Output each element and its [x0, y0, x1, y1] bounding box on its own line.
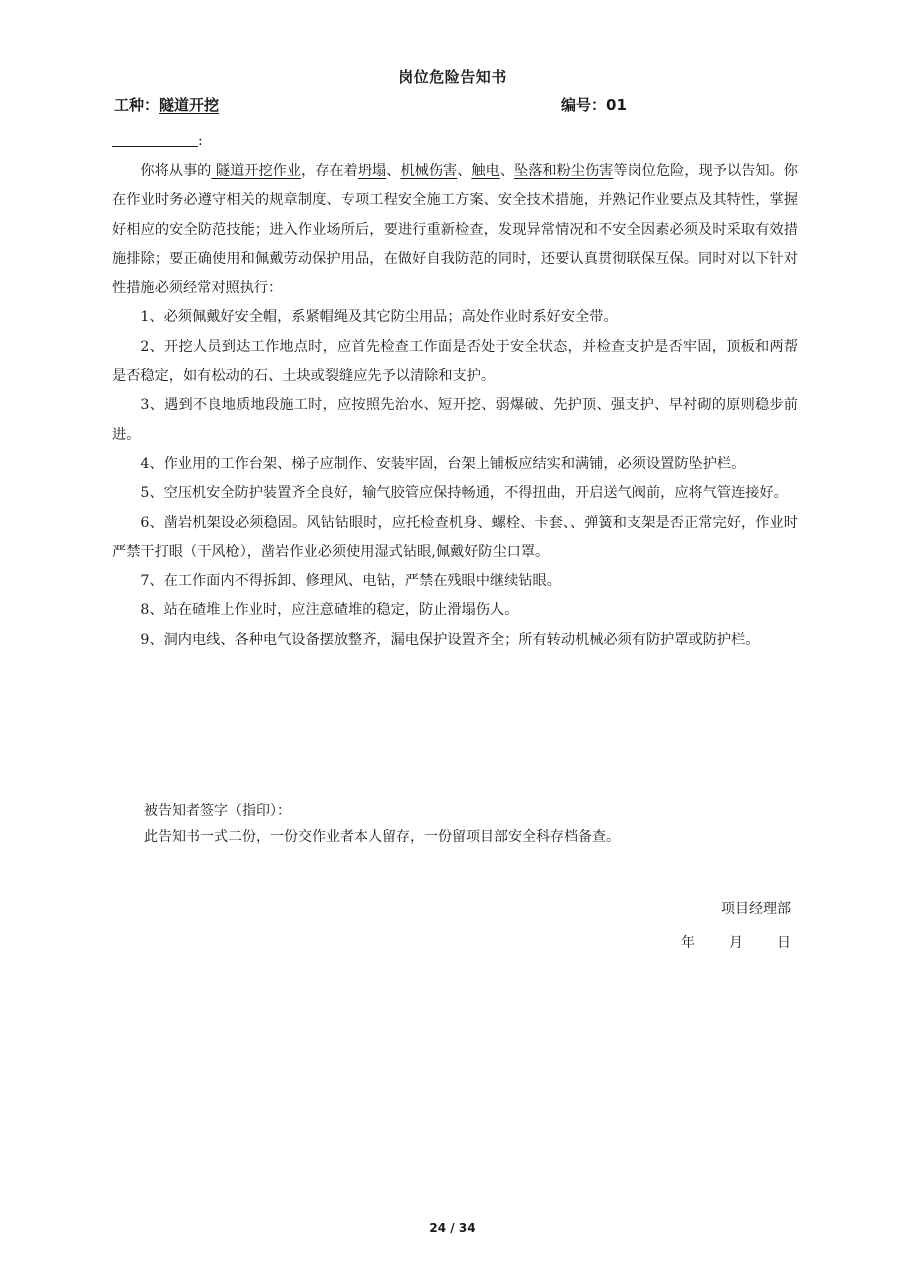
document-title: 岗位危险告知书	[398, 68, 507, 86]
intro-sep: 、	[499, 163, 515, 179]
measure-item: 1、必须佩戴好安全帽，系紧帽绳及其它防尘用品；高处作业时系好安全带。	[140, 309, 618, 326]
date-line	[681, 932, 791, 952]
intro-paragraph	[112, 157, 798, 303]
hazard-collapse: 坍塌	[357, 163, 387, 179]
addressee-colon: :	[198, 133, 203, 149]
date-year: 年	[681, 935, 695, 951]
measure-item: 9、洞内电线、各种电气设备摆放整齐，漏电保护设置齐全；所有转动机械必须有防护罩或防护栏。	[140, 631, 760, 648]
measure-item: 3、遇到不良地质地段施工时，应按照先治水、短开挖、弱爆破、先护顶、强支护、早衬砌的原则稳步前进。	[112, 397, 798, 443]
number-label: 编号：	[561, 96, 607, 114]
date-day: 日	[777, 935, 791, 951]
page-number: 24 / 34	[429, 1221, 476, 1235]
hazard-fall-dust: 坠落和粉尘伤害	[514, 163, 614, 179]
job-type-value: 隧道开挖	[159, 96, 220, 114]
copies-note: 此告知书一式二份，一份交作业者本人留存，一份留项目部安全科存档备查。	[144, 829, 620, 845]
hazard-mechanical: 机械伤害	[400, 163, 458, 179]
notice-body	[112, 157, 798, 655]
intro-mid: ，存在着	[301, 163, 358, 179]
measure-item: 2、开挖人员到达工作地点时，应首先检查工作面是否处于安全状态，并检查支护是否牢固，顶板和两帮是否稳定，如有松动的石、土块或裂缝应先予以清除和支护。	[112, 338, 798, 385]
measure-item: 7、在工作面内不得拆卸、修理风、电钻，严禁在残眼中继续钻眼。	[140, 573, 561, 590]
measure-item: 5、空压机安全防护装置齐全良好，输气胶管应保持畅通，不得扭曲，开启送气阀前，应将气管连接好。	[140, 485, 788, 502]
intro-job: 隧道开挖作业	[211, 163, 302, 179]
intro-sep: 、	[386, 163, 401, 179]
measure-item: 8、站在碴堆上作业时，应注意碴堆的稳定，防止滑塌伤人。	[140, 602, 519, 619]
department-name: 项目经理部	[721, 901, 791, 917]
addressee-blank	[112, 132, 198, 147]
measure-item: 6、凿岩机架设必须稳固。风钻钻眼时，应托检查机身、螺栓、卡套、、弹簧和支架是否正常完好，作业时严禁干打眼（干风枪），凿岩作业必须使用湿式钻眼,佩戴好防尘口罩。	[112, 514, 798, 560]
document-number-row	[561, 94, 627, 115]
date-month: 月	[729, 935, 743, 951]
hazard-electric: 触电	[471, 163, 500, 179]
number-value: 01	[606, 96, 627, 114]
addressee-line	[112, 132, 203, 149]
measure-item: 4、作业用的工作台架、梯子应制作、安装牢固，台架上铺板应结实和满铺，必须设置防坠护栏。	[140, 455, 746, 472]
intro-lead: 你将从事的	[140, 163, 212, 179]
job-type-label: 工种：	[114, 96, 160, 114]
job-type-row	[114, 94, 219, 115]
intro-sep: 、	[457, 163, 472, 179]
signature-label: 被告知者签字（指印）：	[144, 803, 291, 819]
intro-rest: 等岗位危险，现予以告知。你在作业时务必遵守相关的规章制度、专项工程安全施工方案、安全技术措施，并熟记作业要点及其特性，掌握好相应的安全防范技能；进入作业场所后，要进行重新检查，发现异常情况和不安全因素必须及时采取有效措施排除；要正确使用和佩戴劳动保护用品，在做好自我防范的同时，还要认真贯彻联保互保。同时对以下针对性措施必须经常对照执行：	[112, 163, 798, 297]
